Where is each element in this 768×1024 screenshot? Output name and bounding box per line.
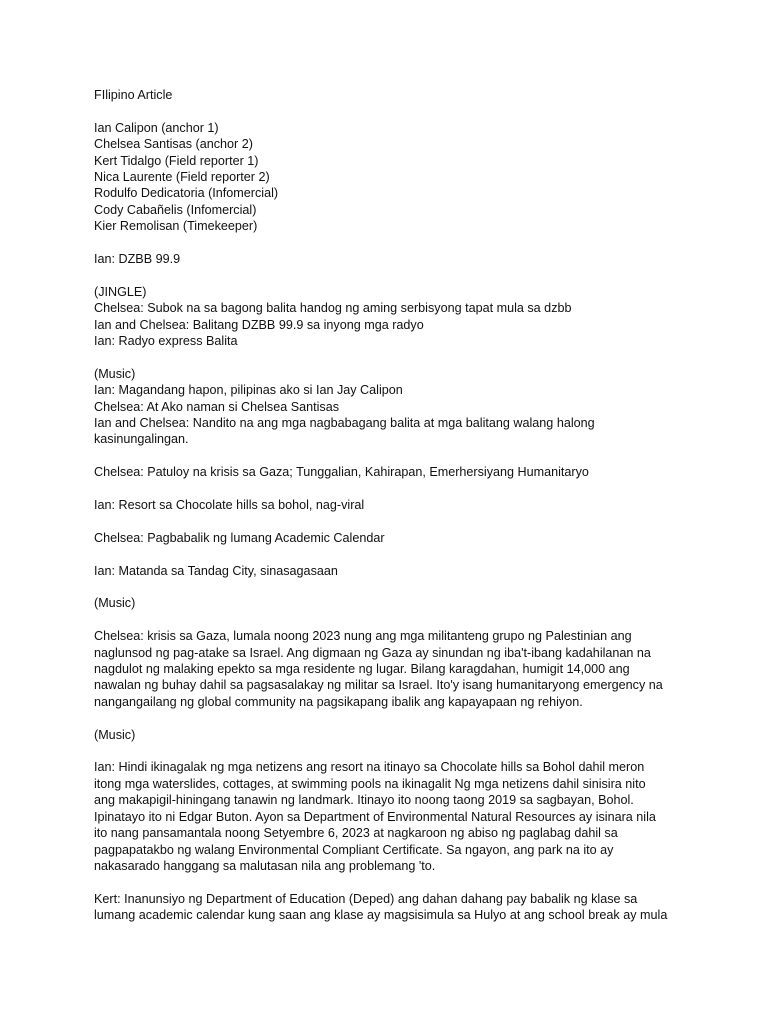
script-line: (Music) (94, 366, 136, 381)
paragraph-line: nawalan ng buhay dahil sa pagsasalakay ng militar sa Israel. Ito'y isang humanitaryong emergency na (94, 678, 663, 693)
paragraph-line: naglunsod ng pag-atake sa Israel. Ang digmaan ng Gaza ay sinundan ng iba't-ibang kadahilanan na (94, 645, 651, 660)
headline-resort: Ian: Resort sa Chocolate hills sa bohol, nag-viral (94, 498, 365, 513)
cast-item: Kert Tidalgo (Field reporter 1) (94, 153, 259, 168)
gaza-paragraph (94, 628, 694, 710)
paragraph-line: Kert: Inanunsiyo ng Department of Education (Deped) ang dahan dahang pay babalik ng klase sa (94, 891, 638, 906)
paragraph-line: Chelsea: krisis sa Gaza, lumala noong 2023 nung ang mga militanteng grupo ng Palestinian ang (94, 629, 632, 644)
script-line: Ian and Chelsea: Balitang DZBB 99.9 sa inyong mga radyo (94, 317, 424, 332)
headline-calendar: Chelsea: Pagbabalik ng lumang Academic Calendar (94, 530, 385, 545)
music-cue: (Music) (94, 727, 136, 742)
cast-item: Rodulfo Dedicatoria (Infomercial) (94, 186, 279, 201)
script-line: Chelsea: At Ako naman si Chelsea Santisas (94, 399, 340, 414)
cast-item: Ian Calipon (anchor 1) (94, 120, 219, 135)
document-page (94, 87, 694, 924)
script-line: Ian: Magandang hapon, pilipinas ako si Ian Jay Calipon (94, 383, 403, 398)
cast-list (94, 120, 694, 235)
script-line: kasinungalingan. (94, 432, 189, 447)
script-line: (JINGLE) (94, 284, 147, 299)
paragraph-line: itong mga waterslides, cottages, at swimming pools na ikinagalit Ng mga netizens dahil sinisira nito (94, 776, 646, 791)
document-title: FIlipino Article (94, 88, 173, 102)
headline-tandag: Ian: Matanda sa Tandag City, sinasagasaan (94, 563, 338, 578)
paragraph-line: nakasarado hanggang sa malutasan nila ang problemang 'to. (94, 858, 436, 873)
opening-line: Ian: DZBB 99.9 (94, 252, 181, 267)
script-line: Ian and Chelsea: Nandito na ang mga nagbabagang balita at mga balitang walang halong (94, 416, 595, 431)
cast-item: Chelsea Santisas (anchor 2) (94, 137, 253, 152)
paragraph-line: nagdulot ng malaking epekto sa mga residente ng lugar. Bilang karagdahan, humigit 14,000 ang (94, 662, 630, 677)
paragraph-line: pagpapatakbo ng walang Environmental Compliant Certificate. Sa ngayon, ang park na ito ay (94, 842, 614, 857)
paragraph-line: nangangailang ng global community na pagsikapang ibalik ang kapayapaan ng rehiyon. (94, 694, 583, 709)
script-line: Ian: Radyo express Balita (94, 334, 238, 349)
music-cue: (Music) (94, 596, 136, 611)
headline-gaza: Chelsea: Patuloy na krisis sa Gaza; Tunggalian, Kahirapan, Emerhersiyang Humanitaryo (94, 465, 589, 480)
script-line: Chelsea: Subok na sa bagong balita handog ng aming serbisyong tapat mula sa dzbb (94, 301, 572, 316)
paragraph-line: Ipinatayo ito ni Edgar Buton. Ayon sa Department of Environmental Natural Resources ay isinara nila (94, 809, 656, 824)
paragraph-line: ito nang pansamantala noong Setyembre 6, 2023 at nagkaroon ng abiso ng paglabag dahil sa (94, 826, 618, 841)
paragraph-line: ang makapigil-hiningang tanawin ng landmark. Itinayo ito noong taong 2019 sa sagbayan, Bohol. (94, 793, 634, 808)
cast-item: Cody Cabañelis (Infomercial) (94, 202, 257, 217)
calendar-paragraph (94, 891, 694, 924)
paragraph-line: Ian: Hindi ikinagalak ng mga netizens ang resort na itinayo sa Chocolate hills sa Bohol dahil meron (94, 760, 645, 775)
jingle-block (94, 284, 694, 350)
cast-item: Kier Remolisan (Timekeeper) (94, 219, 258, 234)
music-intro-block (94, 366, 694, 448)
resort-paragraph (94, 759, 694, 874)
paragraph-line: lumang academic calendar kung saan ang klase ay magsisimula sa Hulyo at ang school break ay mula (94, 908, 668, 923)
cast-item: Nica Laurente (Field reporter 2) (94, 170, 270, 185)
